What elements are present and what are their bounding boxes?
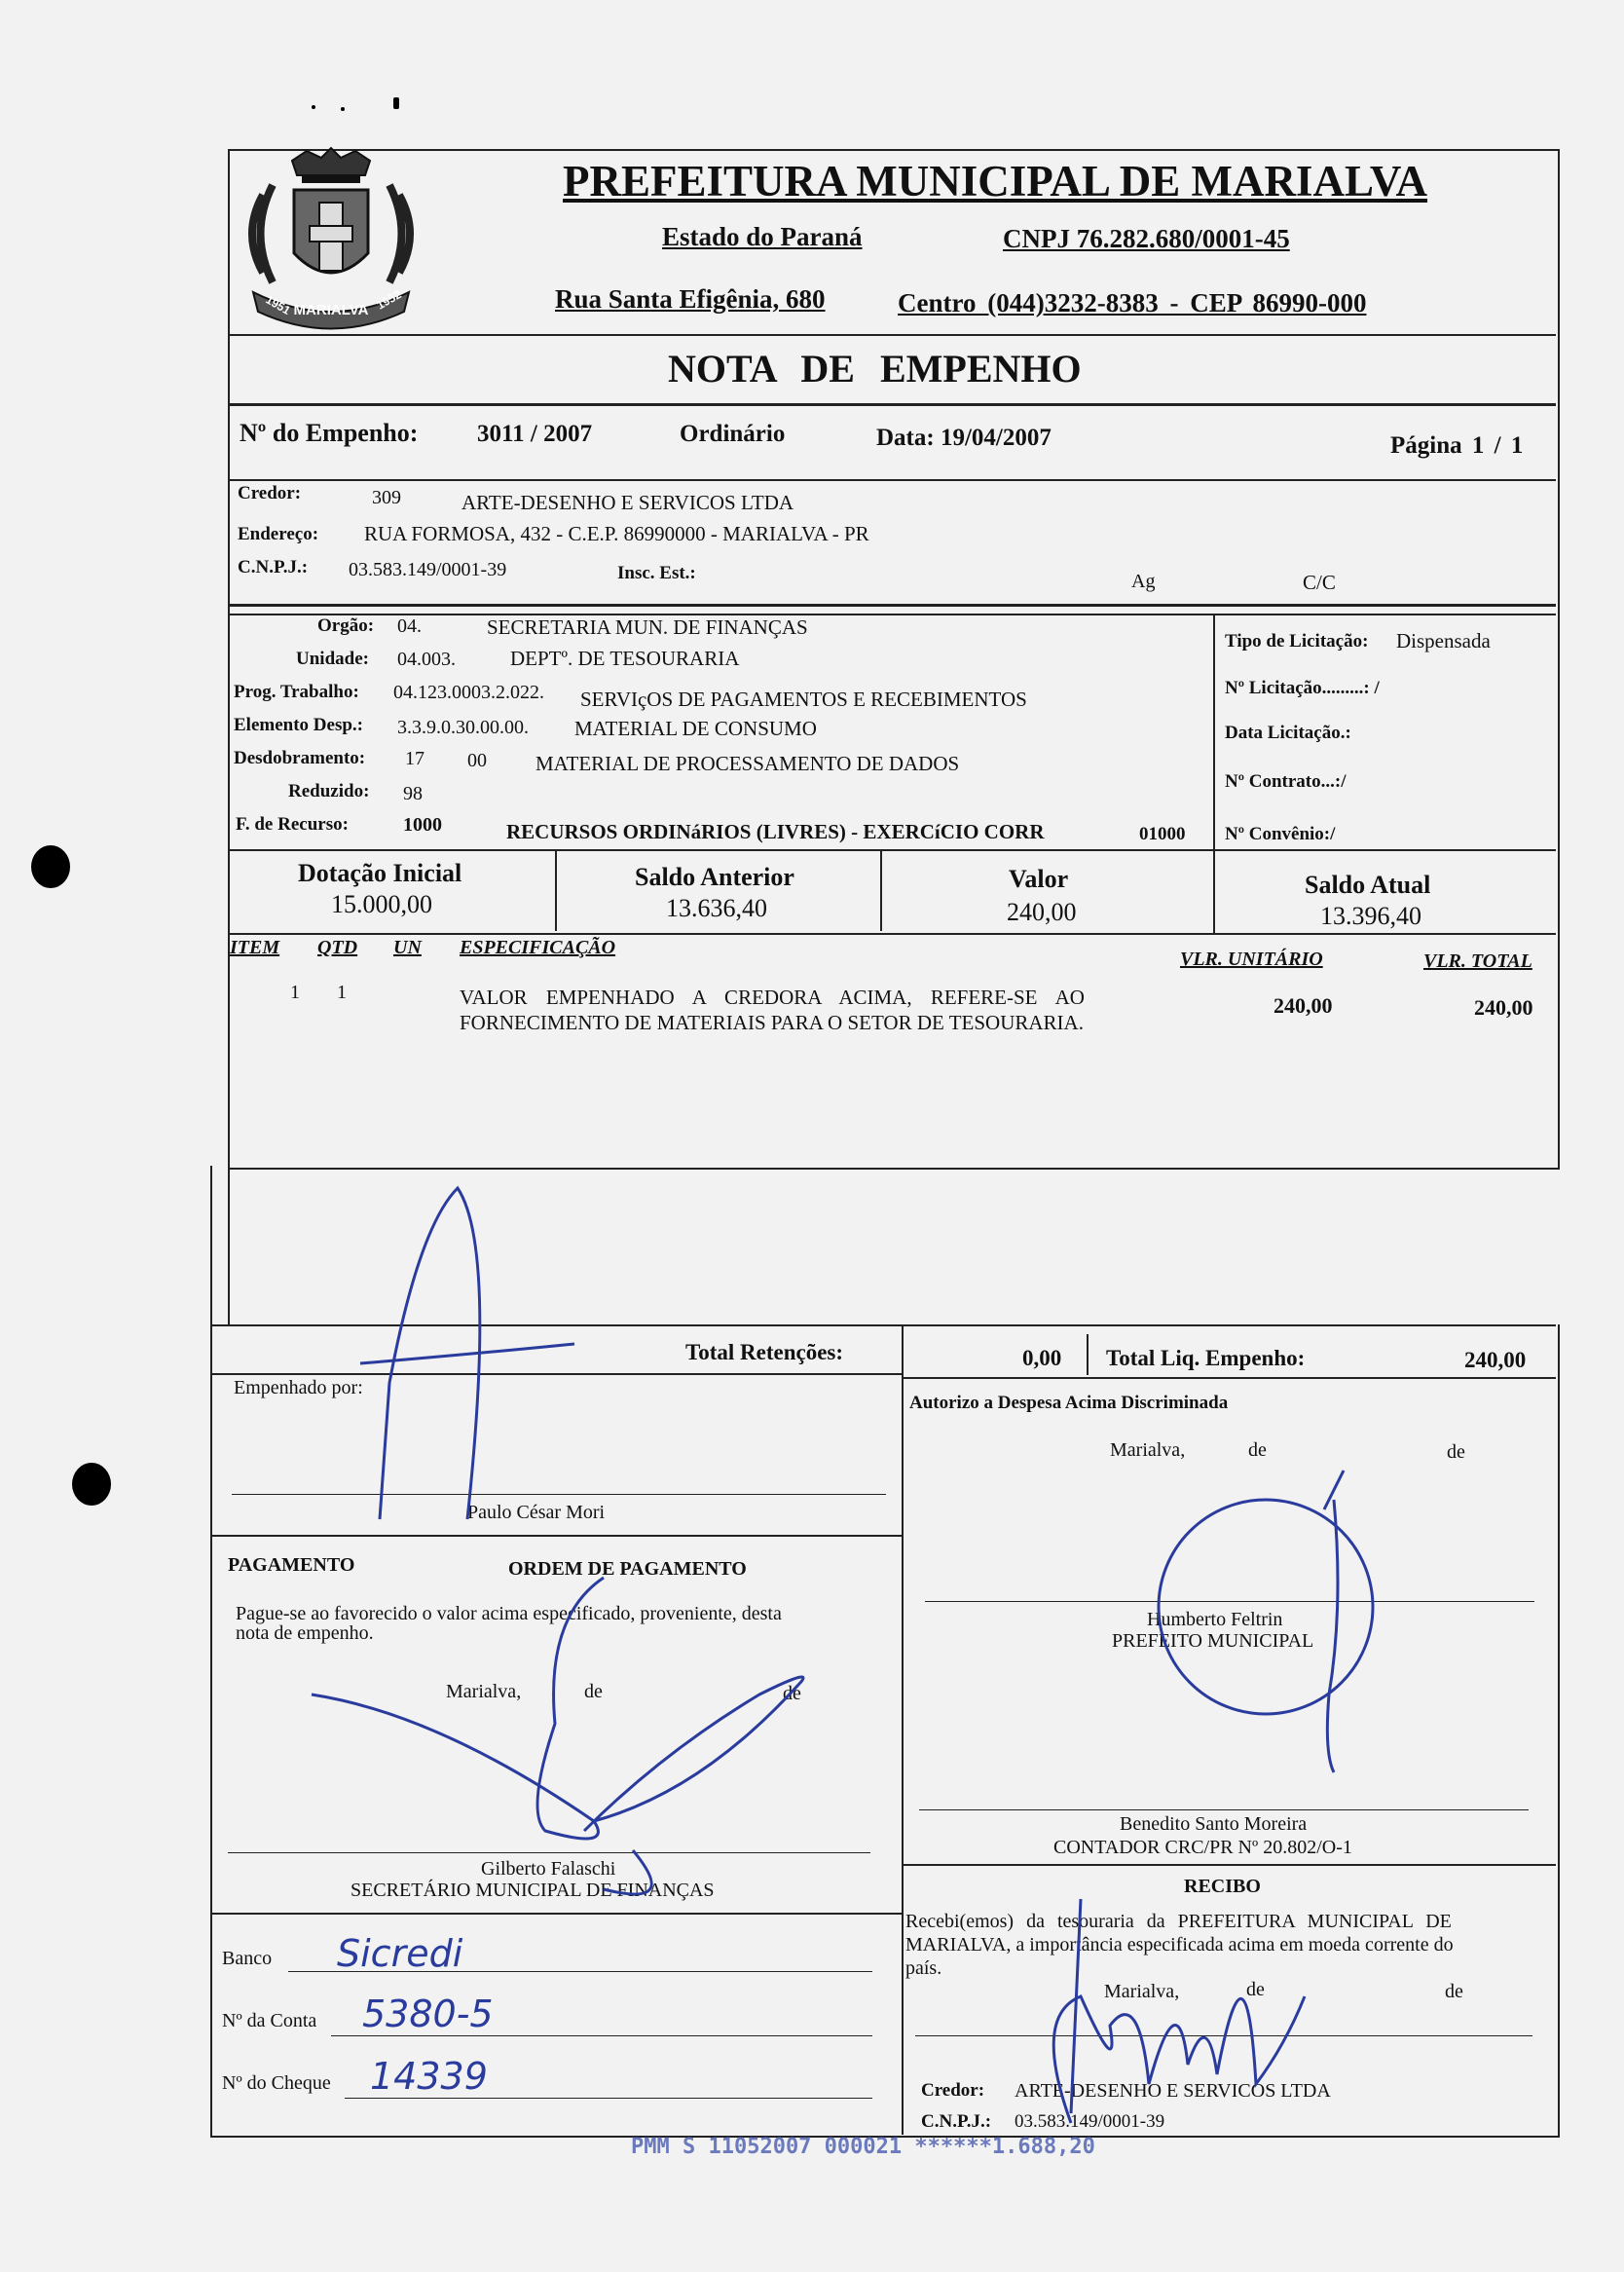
ag-label: Ag	[1131, 571, 1156, 592]
total-liq-value: 240,00	[1464, 1348, 1527, 1372]
prog-label: Prog. Trabalho:	[234, 682, 359, 702]
signature-secretary	[292, 1558, 837, 1928]
recibo-credor-label: Credor:	[921, 2080, 985, 2101]
col-item: ITEM	[230, 937, 280, 958]
tipo-licitacao-value: Dispensada	[1396, 629, 1491, 652]
signature-mayor	[1149, 1461, 1402, 1782]
payment-stamp: PMM S 11052007 000021 ******1.688,20	[631, 2135, 1095, 2159]
page-title: PREFEITURA MUNICIPAL DE MARIALVA	[563, 157, 1428, 205]
empenhado-por-name: Paulo César Mori	[467, 1502, 606, 1523]
data-licitacao-label: Data Licitação.:	[1225, 723, 1351, 743]
empenho-number-label: Nº do Empenho:	[240, 419, 419, 447]
empenhado-por-label: Empenhado por:	[234, 1377, 363, 1398]
pagamento-de1: de	[584, 1681, 603, 1702]
total-retencoes-label: Total Retenções:	[685, 1340, 844, 1364]
recibo-label: RECIBO	[1184, 1876, 1261, 1897]
col-spec: ESPECIFICAÇÃO	[460, 937, 616, 958]
saldo-anterior-label: Saldo Anterior	[635, 863, 794, 891]
recibo-text-line2: MARIALVA, a importância especificada acima em moeda corrente do	[905, 1934, 1454, 1955]
seal-text: MARIALVA	[293, 302, 369, 318]
pagamento-text-line1: Pague-se ao favorecido o valor acima especificado, proveniente, desta	[236, 1603, 782, 1624]
prog-desc: SERVIçOS DE PAGAMENTOS E RECEBIMENTOS	[580, 688, 1027, 711]
orgao-desc: SECRETARIA MUN. DE FINANÇAS	[487, 615, 808, 639]
pagamento-de2: de	[783, 1683, 801, 1704]
item-unit-value: 240,00	[1273, 993, 1333, 1018]
cheque-label: Nº do Cheque	[222, 2072, 331, 2094]
recurso-desc: RECURSOS ORDINáRIOS (LIVRES) - EXERCíCIO CORR	[506, 820, 1045, 843]
unidade-desc: DEPTº. DE TESOURARIA	[510, 647, 740, 670]
doc-title: NOTA DE EMPENHO	[668, 347, 1082, 391]
item-spec-line2: FORNECIMENTO DE MATERIAIS PARA O SETOR DE TESOURARIA.	[460, 1011, 1084, 1034]
empenho-number: 3011 / 2007	[477, 421, 593, 447]
desdobramento-desc: MATERIAL DE PROCESSAMENTO DE DADOS	[535, 752, 960, 775]
saldo-atual-label: Saldo Atual	[1305, 871, 1431, 899]
desdobramento-b: 00	[467, 750, 487, 771]
col-total-value: VLR. TOTAL	[1423, 950, 1532, 972]
mayor-name: Humberto Feltrin	[1147, 1609, 1283, 1630]
seal-year-right: 1952	[374, 287, 404, 313]
valor-label: Valor	[1009, 865, 1069, 893]
unidade-code: 04.003.	[397, 649, 456, 670]
pagamento-text-line2: nota de empenho.	[236, 1622, 374, 1644]
unidade-label: Unidade:	[296, 649, 369, 669]
recibo-place: Marialva,	[1104, 1981, 1180, 2002]
autorizo-de1: de	[1248, 1439, 1267, 1461]
num-licitacao-label: Nº Licitação.........: /	[1225, 678, 1380, 698]
cheque-value: 14339	[370, 2055, 488, 2098]
empenho-type: Ordinário	[680, 421, 786, 447]
pagamento-place: Marialva,	[446, 1681, 522, 1702]
recibo-text-line1: Recebi(emos) da tesouraria da PREFEITURA MUNICIPAL DE	[905, 1911, 1452, 1932]
col-un: UN	[393, 937, 422, 958]
col-unit-value: VLR. UNITÁRIO	[1180, 949, 1323, 970]
punch-hole-bottom	[72, 1463, 111, 1506]
punch-hole-top	[31, 845, 70, 888]
convenio-label: Nº Convênio:/	[1225, 824, 1336, 844]
cc-label: C/C	[1303, 571, 1336, 594]
item-number: 1	[290, 982, 300, 1003]
mayor-title: PREFEITO MUNICIPAL	[1112, 1630, 1314, 1652]
banco-value: Sicredi	[337, 1932, 463, 1975]
conta-value: 5380-5	[362, 1993, 494, 2035]
desdobramento-a: 17	[405, 748, 424, 769]
recibo-cnpj-label: C.N.P.J.:	[921, 2111, 992, 2132]
ordem-pagamento-label: ORDEM DE PAGAMENTO	[508, 1558, 747, 1580]
reduzido-label: Reduzido:	[288, 781, 370, 801]
orgao-label: Orgão:	[317, 615, 375, 636]
signature-empenhado	[331, 1169, 623, 1539]
elemento-desc: MATERIAL DE CONSUMO	[574, 717, 817, 740]
secretary-title: SECRETÁRIO MUNICIPAL DE FINANÇAS	[351, 1880, 715, 1901]
item-total-value: 240,00	[1474, 995, 1533, 1020]
saldo-atual-value: 13.396,40	[1320, 902, 1421, 930]
scan-speck	[312, 105, 315, 109]
credor-label: Credor:	[238, 483, 302, 503]
cnpj-header: CNPJ 76.282.680/0001-45	[1003, 224, 1290, 253]
recibo-de2: de	[1445, 1981, 1463, 2002]
banco-label: Banco	[222, 1948, 273, 1969]
item-qtd: 1	[337, 982, 347, 1003]
scan-speck	[393, 97, 399, 109]
contrato-label: Nº Contrato...:/	[1225, 771, 1347, 792]
elemento-label: Elemento Desp.:	[234, 715, 363, 735]
insc-est-label: Insc. Est.:	[617, 563, 696, 583]
credor-name: ARTE-DESENHO E SERVICOS LTDA	[461, 491, 794, 514]
recibo-text-line3: país.	[905, 1957, 942, 1979]
credor-code: 309	[372, 487, 401, 508]
credor-cnpj: 03.583.149/0001-39	[349, 559, 507, 580]
seal-year-left: 1951	[263, 292, 293, 317]
district-phone-cep: Centro (044)3232-8383 - CEP 86990-000	[898, 288, 1367, 317]
reduzido-code: 98	[403, 783, 423, 804]
credor-address: RUA FORMOSA, 432 - C.E.P. 86990000 - MARIALVA - PR	[364, 522, 869, 545]
autorizo-place: Marialva,	[1110, 1439, 1186, 1461]
orgao-code: 04.	[397, 615, 422, 637]
recibo-de1: de	[1246, 1979, 1265, 2000]
empenho-date: Data: 19/04/2007	[876, 425, 1052, 451]
tipo-licitacao-label: Tipo de Licitação:	[1225, 631, 1369, 652]
signature-recibo	[1013, 1889, 1344, 2133]
prog-code: 04.123.0003.2.022.	[393, 682, 544, 703]
recibo-cnpj: 03.583.149/0001-39	[1015, 2111, 1165, 2132]
accountant-name: Benedito Santo Moreira	[1120, 1813, 1308, 1835]
conta-label: Nº da Conta	[222, 2010, 317, 2031]
street-address: Rua Santa Efigênia, 680	[555, 284, 826, 314]
state-label: Estado do Paraná	[662, 222, 863, 251]
cnpj-label: C.N.P.J.:	[238, 557, 309, 577]
saldo-anterior-value: 13.636,40	[666, 894, 767, 922]
recurso-label: F. de Recurso:	[236, 814, 349, 835]
dotacao-inicial-value: 15.000,00	[331, 890, 432, 918]
recurso-num: 01000	[1139, 824, 1186, 844]
accountant-title: CONTADOR CRC/PR Nº 20.802/O-1	[1053, 1837, 1352, 1858]
autorizo-label: Autorizo a Despesa Acima Discriminada	[909, 1393, 1229, 1413]
autorizo-de2: de	[1447, 1441, 1465, 1463]
recibo-credor-name: ARTE-DESENHO E SERVICOS LTDA	[1015, 2080, 1331, 2102]
municipal-seal-icon	[234, 136, 428, 341]
valor-value: 240,00	[1007, 898, 1077, 926]
pagamento-label: PAGAMENTO	[228, 1554, 355, 1576]
col-qtd: QTD	[317, 937, 358, 958]
item-spec-line1: VALOR EMPENHADO A CREDORA ACIMA, REFERE-SE AO	[460, 986, 1085, 1009]
page-number: Página 1 / 1	[1390, 432, 1524, 459]
scan-speck	[341, 107, 345, 111]
secretary-name: Gilberto Falaschi	[481, 1858, 616, 1880]
total-retencoes-value: 0,00	[1022, 1346, 1062, 1370]
dotacao-inicial-label: Dotação Inicial	[298, 859, 462, 887]
address-label: Endereço:	[238, 524, 319, 544]
total-liq-label: Total Liq. Empenho:	[1106, 1346, 1306, 1370]
elemento-code: 3.3.9.0.30.00.00.	[397, 717, 529, 738]
desdobramento-label: Desdobramento:	[234, 748, 366, 768]
recurso-code: 1000	[403, 814, 442, 836]
